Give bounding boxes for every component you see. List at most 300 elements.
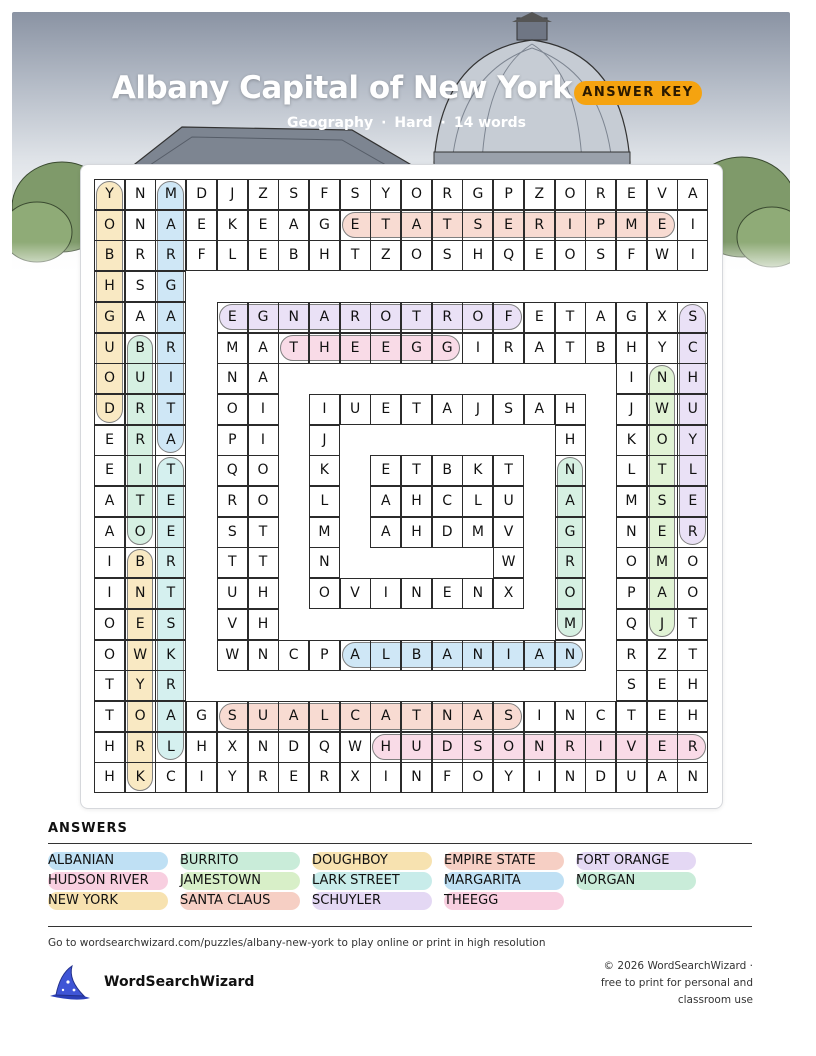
grid-cell[interactable]: Q xyxy=(616,609,647,640)
grid-cell[interactable]: D xyxy=(186,179,217,210)
grid-cell[interactable]: A xyxy=(524,640,555,671)
grid-cell[interactable]: R xyxy=(248,762,279,793)
grid-cell[interactable]: H xyxy=(94,762,125,793)
grid-cell[interactable]: R xyxy=(555,547,586,578)
grid-cell[interactable]: T xyxy=(155,394,186,425)
grid-cell[interactable]: N xyxy=(555,762,586,793)
grid-cell[interactable]: R xyxy=(585,179,616,210)
grid-cell[interactable]: E xyxy=(524,240,555,271)
grid-cell[interactable]: N xyxy=(555,701,586,732)
grid-cell[interactable]: L xyxy=(370,640,401,671)
grid-cell[interactable]: A xyxy=(432,394,463,425)
grid-cell[interactable]: S xyxy=(493,394,524,425)
grid-cell[interactable]: J xyxy=(616,394,647,425)
grid-cell[interactable]: O xyxy=(555,578,586,609)
grid-cell[interactable]: N xyxy=(125,210,156,241)
grid-cell[interactable]: Z xyxy=(524,179,555,210)
grid-cell[interactable]: J xyxy=(462,394,493,425)
grid-cell[interactable]: A xyxy=(555,486,586,517)
grid-cell[interactable]: R xyxy=(493,333,524,364)
grid-cell[interactable]: F xyxy=(186,240,217,271)
grid-cell[interactable]: N xyxy=(555,640,586,671)
grid-cell[interactable]: M xyxy=(309,517,340,548)
grid-cell[interactable]: K xyxy=(462,455,493,486)
grid-cell[interactable]: E xyxy=(217,302,248,333)
grid-cell[interactable]: H xyxy=(555,394,586,425)
grid-cell[interactable]: T xyxy=(616,701,647,732)
grid-cell[interactable]: F xyxy=(493,302,524,333)
grid-cell[interactable]: N xyxy=(462,578,493,609)
grid-cell[interactable]: F xyxy=(309,179,340,210)
grid-cell[interactable]: N xyxy=(555,455,586,486)
grid-cell[interactable]: A xyxy=(248,363,279,394)
grid-cell[interactable]: A xyxy=(155,302,186,333)
grid-cell[interactable]: R xyxy=(125,732,156,763)
grid-cell[interactable]: H xyxy=(248,578,279,609)
grid-cell[interactable]: P xyxy=(585,210,616,241)
grid-cell[interactable]: O xyxy=(647,425,678,456)
grid-cell[interactable]: S xyxy=(493,701,524,732)
grid-cell[interactable]: R xyxy=(125,425,156,456)
grid-cell[interactable]: R xyxy=(340,302,371,333)
grid-cell[interactable]: R xyxy=(432,302,463,333)
grid-cell[interactable]: U xyxy=(248,701,279,732)
grid-cell[interactable]: W xyxy=(493,547,524,578)
grid-cell[interactable]: V xyxy=(647,179,678,210)
grid-cell[interactable]: D xyxy=(432,732,463,763)
grid-cell[interactable]: O xyxy=(401,240,432,271)
grid-cell[interactable]: G xyxy=(309,210,340,241)
grid-cell[interactable]: A xyxy=(94,486,125,517)
grid-cell[interactable]: E xyxy=(647,517,678,548)
grid-cell[interactable]: D xyxy=(585,762,616,793)
grid-cell[interactable]: O xyxy=(125,517,156,548)
grid-cell[interactable]: A xyxy=(401,210,432,241)
grid-cell[interactable]: H xyxy=(401,486,432,517)
grid-cell[interactable]: C xyxy=(677,333,708,364)
grid-cell[interactable]: T xyxy=(94,701,125,732)
grid-cell[interactable]: I xyxy=(616,363,647,394)
grid-cell[interactable]: A xyxy=(155,210,186,241)
grid-cell[interactable]: R xyxy=(155,547,186,578)
grid-cell[interactable]: N xyxy=(248,640,279,671)
grid-cell[interactable]: O xyxy=(677,578,708,609)
grid-cell[interactable]: E xyxy=(155,486,186,517)
grid-cell[interactable]: R xyxy=(155,333,186,364)
grid-cell[interactable]: A xyxy=(432,640,463,671)
grid-cell[interactable]: A xyxy=(155,701,186,732)
grid-cell[interactable]: X xyxy=(493,578,524,609)
grid-cell[interactable]: O xyxy=(462,762,493,793)
grid-cell[interactable]: T xyxy=(248,517,279,548)
grid-cell[interactable]: A xyxy=(647,762,678,793)
grid-cell[interactable]: I xyxy=(677,240,708,271)
grid-cell[interactable]: I xyxy=(585,732,616,763)
grid-cell[interactable]: T xyxy=(401,302,432,333)
grid-cell[interactable]: E xyxy=(647,210,678,241)
grid-cell[interactable]: A xyxy=(585,302,616,333)
grid-cell[interactable]: G xyxy=(248,302,279,333)
grid-cell[interactable]: A xyxy=(94,517,125,548)
grid-cell[interactable]: I xyxy=(248,425,279,456)
grid-cell[interactable]: I xyxy=(309,394,340,425)
grid-cell[interactable]: Q xyxy=(217,455,248,486)
grid-cell[interactable]: Q xyxy=(493,240,524,271)
grid-cell[interactable]: P xyxy=(616,578,647,609)
grid-cell[interactable]: H xyxy=(94,271,125,302)
grid-cell[interactable]: B xyxy=(401,640,432,671)
grid-cell[interactable]: R xyxy=(155,670,186,701)
grid-cell[interactable]: A xyxy=(524,333,555,364)
grid-cell[interactable]: S xyxy=(647,486,678,517)
grid-cell[interactable]: Z xyxy=(647,640,678,671)
grid-cell[interactable]: S xyxy=(340,179,371,210)
grid-cell[interactable]: Y xyxy=(493,762,524,793)
grid-cell[interactable]: O xyxy=(125,701,156,732)
grid-cell[interactable]: H xyxy=(555,425,586,456)
grid-cell[interactable]: M xyxy=(217,333,248,364)
grid-cell[interactable]: C xyxy=(432,486,463,517)
grid-cell[interactable]: A xyxy=(677,179,708,210)
grid-cell[interactable]: J xyxy=(217,179,248,210)
grid-cell[interactable]: O xyxy=(248,455,279,486)
grid-cell[interactable]: G xyxy=(401,333,432,364)
grid-cell[interactable]: A xyxy=(125,302,156,333)
grid-cell[interactable]: A xyxy=(524,394,555,425)
grid-cell[interactable]: R xyxy=(432,179,463,210)
grid-cell[interactable]: O xyxy=(555,240,586,271)
grid-cell[interactable]: S xyxy=(278,179,309,210)
grid-cell[interactable]: I xyxy=(94,578,125,609)
grid-cell[interactable]: V xyxy=(340,578,371,609)
grid-cell[interactable]: S xyxy=(125,271,156,302)
grid-cell[interactable]: O xyxy=(401,179,432,210)
grid-cell[interactable]: P xyxy=(493,179,524,210)
grid-cell[interactable]: W xyxy=(217,640,248,671)
grid-cell[interactable]: A xyxy=(462,701,493,732)
grid-cell[interactable]: H xyxy=(677,363,708,394)
grid-cell[interactable]: T xyxy=(94,670,125,701)
grid-cell[interactable]: A xyxy=(278,701,309,732)
grid-cell[interactable]: O xyxy=(309,578,340,609)
grid-cell[interactable]: L xyxy=(155,732,186,763)
grid-cell[interactable]: S xyxy=(217,517,248,548)
grid-cell[interactable]: U xyxy=(677,394,708,425)
grid-cell[interactable]: O xyxy=(677,547,708,578)
grid-cell[interactable]: T xyxy=(155,455,186,486)
grid-cell[interactable]: B xyxy=(278,240,309,271)
grid-cell[interactable]: E xyxy=(370,333,401,364)
grid-cell[interactable]: M xyxy=(155,179,186,210)
grid-cell[interactable]: G xyxy=(616,302,647,333)
grid-cell[interactable]: G xyxy=(432,333,463,364)
grid-cell[interactable]: B xyxy=(125,547,156,578)
grid-cell[interactable]: T xyxy=(401,455,432,486)
grid-cell[interactable]: D xyxy=(278,732,309,763)
grid-cell[interactable]: Y xyxy=(677,425,708,456)
grid-cell[interactable]: N xyxy=(647,363,678,394)
grid-cell[interactable]: E xyxy=(155,517,186,548)
grid-cell[interactable]: G xyxy=(555,517,586,548)
grid-cell[interactable]: I xyxy=(493,640,524,671)
grid-cell[interactable]: I xyxy=(370,578,401,609)
grid-cell[interactable]: U xyxy=(340,394,371,425)
grid-cell[interactable]: R xyxy=(125,394,156,425)
grid-cell[interactable]: A xyxy=(155,425,186,456)
grid-cell[interactable]: H xyxy=(94,732,125,763)
grid-cell[interactable]: S xyxy=(616,670,647,701)
grid-cell[interactable]: S xyxy=(462,732,493,763)
grid-cell[interactable]: E xyxy=(248,210,279,241)
grid-cell[interactable]: N xyxy=(677,762,708,793)
grid-cell[interactable]: K xyxy=(616,425,647,456)
grid-cell[interactable]: U xyxy=(401,732,432,763)
grid-cell[interactable]: R xyxy=(616,640,647,671)
grid-cell[interactable]: O xyxy=(94,210,125,241)
grid-cell[interactable]: R xyxy=(155,240,186,271)
grid-cell[interactable]: Q xyxy=(309,732,340,763)
grid-cell[interactable]: K xyxy=(125,762,156,793)
grid-cell[interactable]: E xyxy=(493,210,524,241)
grid-cell[interactable]: E xyxy=(94,455,125,486)
grid-cell[interactable]: B xyxy=(585,333,616,364)
grid-cell[interactable]: A xyxy=(370,517,401,548)
grid-cell[interactable]: A xyxy=(340,640,371,671)
grid-cell[interactable]: W xyxy=(125,640,156,671)
grid-cell[interactable]: M xyxy=(555,609,586,640)
grid-cell[interactable]: T xyxy=(555,333,586,364)
grid-cell[interactable]: T xyxy=(677,640,708,671)
grid-cell[interactable]: Y xyxy=(94,179,125,210)
grid-cell[interactable]: E xyxy=(647,732,678,763)
grid-cell[interactable]: D xyxy=(432,517,463,548)
grid-cell[interactable]: T xyxy=(248,547,279,578)
grid-cell[interactable]: H xyxy=(186,732,217,763)
grid-cell[interactable]: T xyxy=(155,578,186,609)
grid-cell[interactable]: I xyxy=(248,394,279,425)
grid-cell[interactable]: H xyxy=(309,240,340,271)
grid-cell[interactable]: C xyxy=(278,640,309,671)
grid-cell[interactable]: L xyxy=(309,486,340,517)
grid-cell[interactable]: H xyxy=(677,670,708,701)
grid-cell[interactable]: T xyxy=(340,240,371,271)
grid-cell[interactable]: L xyxy=(217,240,248,271)
grid-cell[interactable]: N xyxy=(309,547,340,578)
grid-cell[interactable]: R xyxy=(309,762,340,793)
grid-cell[interactable]: A xyxy=(370,486,401,517)
grid-cell[interactable]: S xyxy=(155,609,186,640)
grid-cell[interactable]: N xyxy=(401,578,432,609)
grid-cell[interactable]: D xyxy=(94,394,125,425)
grid-cell[interactable]: Z xyxy=(248,179,279,210)
grid-cell[interactable]: E xyxy=(616,179,647,210)
grid-cell[interactable]: N xyxy=(401,762,432,793)
grid-cell[interactable]: L xyxy=(616,455,647,486)
grid-cell[interactable]: V xyxy=(217,609,248,640)
grid-cell[interactable]: U xyxy=(493,486,524,517)
grid-cell[interactable]: R xyxy=(555,732,586,763)
grid-cell[interactable]: E xyxy=(677,486,708,517)
grid-cell[interactable]: E xyxy=(370,455,401,486)
grid-cell[interactable]: E xyxy=(524,302,555,333)
grid-cell[interactable]: N xyxy=(462,640,493,671)
grid-cell[interactable]: H xyxy=(370,732,401,763)
grid-cell[interactable]: I xyxy=(462,333,493,364)
grid-cell[interactable]: M xyxy=(616,210,647,241)
grid-cell[interactable]: N xyxy=(125,578,156,609)
grid-cell[interactable]: T xyxy=(647,455,678,486)
grid-cell[interactable]: K xyxy=(217,210,248,241)
grid-cell[interactable]: L xyxy=(677,455,708,486)
grid-cell[interactable]: C xyxy=(340,701,371,732)
grid-cell[interactable]: S xyxy=(585,240,616,271)
grid-cell[interactable]: T xyxy=(555,302,586,333)
grid-cell[interactable]: I xyxy=(125,455,156,486)
grid-cell[interactable]: A xyxy=(309,302,340,333)
grid-cell[interactable]: A xyxy=(647,578,678,609)
grid-cell[interactable]: C xyxy=(155,762,186,793)
grid-cell[interactable]: M xyxy=(462,517,493,548)
grid-cell[interactable]: G xyxy=(186,701,217,732)
grid-cell[interactable]: S xyxy=(677,302,708,333)
grid-cell[interactable]: K xyxy=(309,455,340,486)
grid-cell[interactable]: N xyxy=(616,517,647,548)
grid-cell[interactable]: N xyxy=(125,179,156,210)
grid-cell[interactable]: I xyxy=(155,363,186,394)
grid-cell[interactable]: Y xyxy=(647,333,678,364)
grid-cell[interactable]: O xyxy=(616,547,647,578)
grid-cell[interactable]: H xyxy=(462,240,493,271)
grid-cell[interactable]: O xyxy=(555,179,586,210)
grid-cell[interactable]: H xyxy=(677,701,708,732)
grid-cell[interactable]: T xyxy=(401,394,432,425)
grid-cell[interactable]: I xyxy=(186,762,217,793)
grid-cell[interactable]: S xyxy=(432,240,463,271)
grid-cell[interactable]: H xyxy=(248,609,279,640)
grid-cell[interactable]: X xyxy=(340,762,371,793)
grid-cell[interactable]: E xyxy=(432,578,463,609)
grid-cell[interactable]: B xyxy=(432,455,463,486)
grid-cell[interactable]: A xyxy=(248,333,279,364)
grid-cell[interactable]: E xyxy=(94,425,125,456)
grid-cell[interactable]: H xyxy=(309,333,340,364)
grid-cell[interactable]: U xyxy=(94,333,125,364)
grid-cell[interactable]: M xyxy=(647,547,678,578)
grid-cell[interactable]: N xyxy=(278,302,309,333)
grid-cell[interactable]: B xyxy=(94,240,125,271)
grid-cell[interactable]: T xyxy=(432,210,463,241)
grid-cell[interactable]: T xyxy=(278,333,309,364)
grid-cell[interactable]: W xyxy=(647,240,678,271)
grid-cell[interactable]: F xyxy=(616,240,647,271)
grid-cell[interactable]: N xyxy=(248,732,279,763)
grid-cell[interactable]: O xyxy=(493,732,524,763)
grid-cell[interactable]: H xyxy=(616,333,647,364)
grid-cell[interactable]: I xyxy=(524,701,555,732)
grid-cell[interactable]: E xyxy=(248,240,279,271)
grid-cell[interactable]: Y xyxy=(217,762,248,793)
grid-cell[interactable]: O xyxy=(370,302,401,333)
grid-cell[interactable]: R xyxy=(217,486,248,517)
grid-cell[interactable]: Z xyxy=(370,240,401,271)
grid-cell[interactable]: Y xyxy=(370,179,401,210)
grid-cell[interactable]: O xyxy=(217,394,248,425)
grid-cell[interactable]: O xyxy=(94,609,125,640)
grid-cell[interactable]: G xyxy=(462,179,493,210)
grid-cell[interactable]: N xyxy=(217,363,248,394)
grid-cell[interactable]: L xyxy=(309,701,340,732)
grid-cell[interactable]: V xyxy=(493,517,524,548)
grid-cell[interactable]: Y xyxy=(125,670,156,701)
grid-cell[interactable]: V xyxy=(616,732,647,763)
grid-cell[interactable]: G xyxy=(155,271,186,302)
grid-cell[interactable]: L xyxy=(462,486,493,517)
grid-cell[interactable]: O xyxy=(94,363,125,394)
grid-cell[interactable]: J xyxy=(309,425,340,456)
grid-cell[interactable]: R xyxy=(677,517,708,548)
grid-cell[interactable]: E xyxy=(278,762,309,793)
grid-cell[interactable]: T xyxy=(677,609,708,640)
grid-cell[interactable]: X xyxy=(217,732,248,763)
grid-cell[interactable]: T xyxy=(125,486,156,517)
grid-cell[interactable]: A xyxy=(278,210,309,241)
grid-cell[interactable]: U xyxy=(125,363,156,394)
grid-cell[interactable]: R xyxy=(677,732,708,763)
grid-cell[interactable]: E xyxy=(340,333,371,364)
grid-cell[interactable]: E xyxy=(647,670,678,701)
grid-cell[interactable]: X xyxy=(647,302,678,333)
grid-cell[interactable]: E xyxy=(340,210,371,241)
grid-cell[interactable]: O xyxy=(462,302,493,333)
grid-cell[interactable]: I xyxy=(370,762,401,793)
grid-cell[interactable]: R xyxy=(524,210,555,241)
grid-cell[interactable]: M xyxy=(616,486,647,517)
grid-cell[interactable]: T xyxy=(401,701,432,732)
grid-cell[interactable]: G xyxy=(94,302,125,333)
grid-cell[interactable]: S xyxy=(217,701,248,732)
grid-cell[interactable]: C xyxy=(585,701,616,732)
grid-cell[interactable]: N xyxy=(524,732,555,763)
grid-cell[interactable]: P xyxy=(309,640,340,671)
grid-cell[interactable]: B xyxy=(125,333,156,364)
grid-cell[interactable]: T xyxy=(493,455,524,486)
grid-cell[interactable]: T xyxy=(370,210,401,241)
grid-cell[interactable]: I xyxy=(677,210,708,241)
grid-cell[interactable]: H xyxy=(401,517,432,548)
grid-cell[interactable]: N xyxy=(432,701,463,732)
grid-cell[interactable]: I xyxy=(555,210,586,241)
grid-cell[interactable]: F xyxy=(432,762,463,793)
grid-cell[interactable]: O xyxy=(248,486,279,517)
grid-cell[interactable]: I xyxy=(524,762,555,793)
grid-cell[interactable]: S xyxy=(462,210,493,241)
grid-cell[interactable]: K xyxy=(155,640,186,671)
grid-cell[interactable]: A xyxy=(370,701,401,732)
grid-cell[interactable]: O xyxy=(94,640,125,671)
grid-cell[interactable]: P xyxy=(217,425,248,456)
grid-cell[interactable]: J xyxy=(647,609,678,640)
grid-cell[interactable]: W xyxy=(340,732,371,763)
grid-cell[interactable]: E xyxy=(186,210,217,241)
grid-cell[interactable]: W xyxy=(647,394,678,425)
grid-cell[interactable]: E xyxy=(125,609,156,640)
grid-cell[interactable]: U xyxy=(616,762,647,793)
grid-cell[interactable]: U xyxy=(217,578,248,609)
grid-cell[interactable]: I xyxy=(94,547,125,578)
grid-cell[interactable]: T xyxy=(217,547,248,578)
grid-cell[interactable]: E xyxy=(370,394,401,425)
grid-cell[interactable]: E xyxy=(647,701,678,732)
